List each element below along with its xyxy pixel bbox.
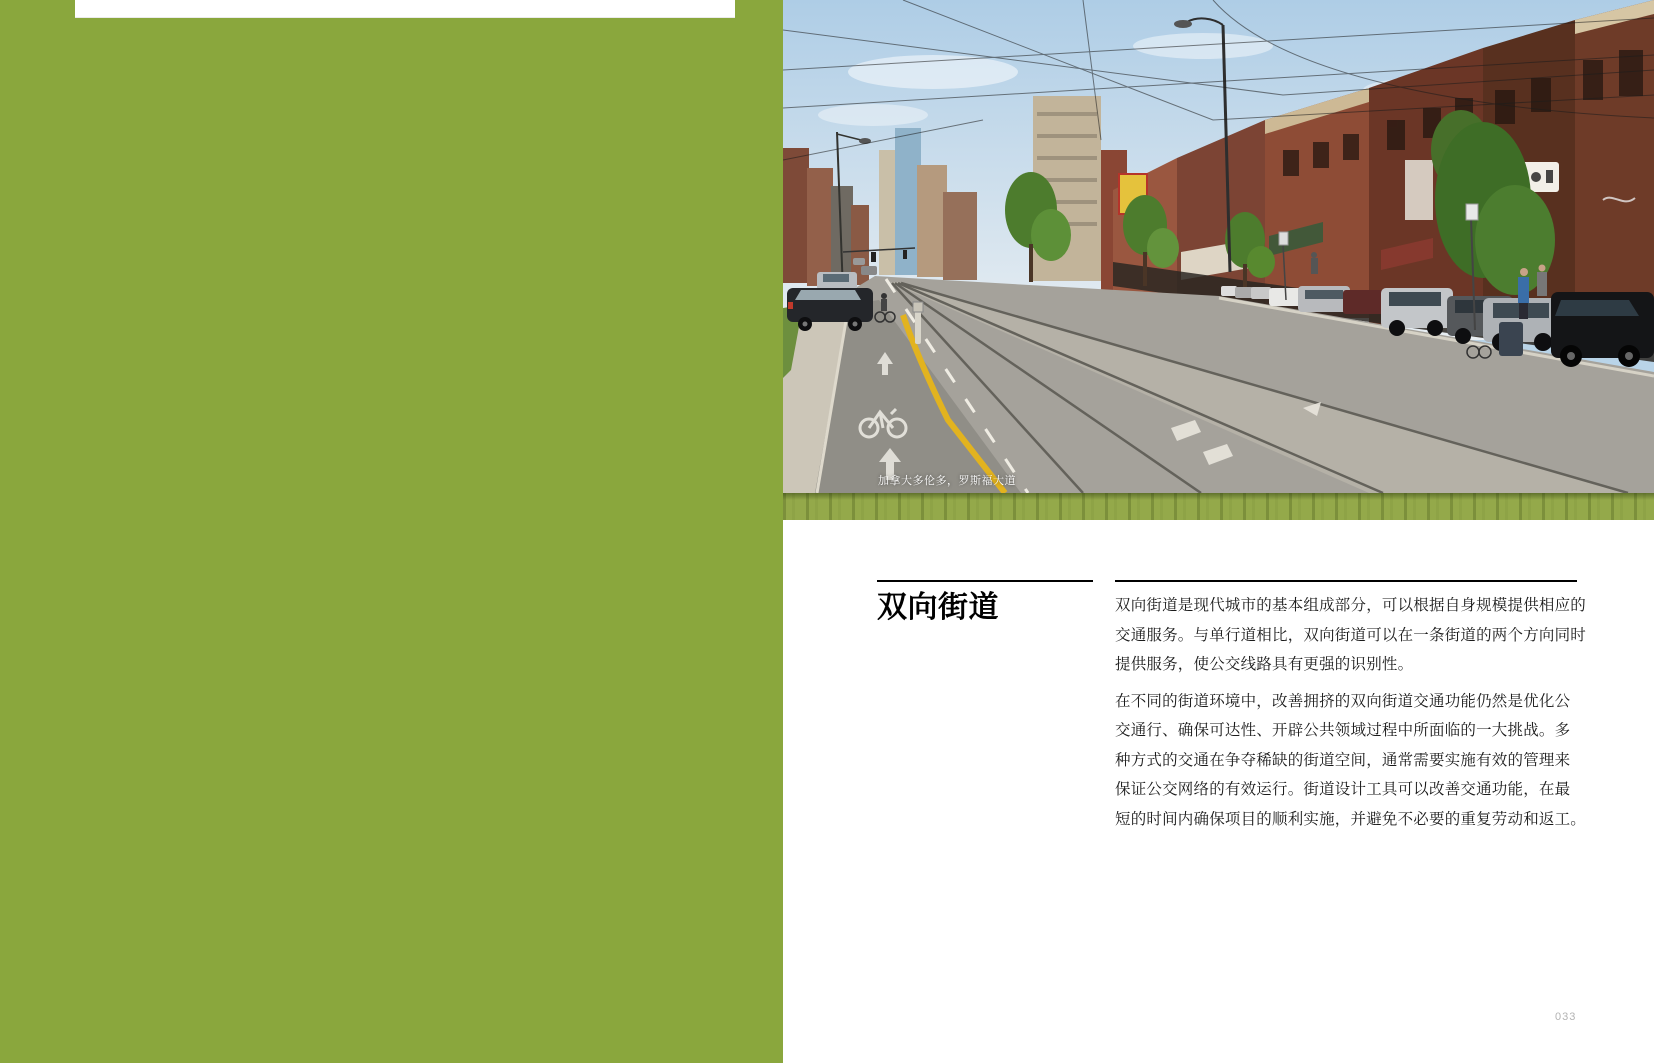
article-text-block <box>1115 580 1587 841</box>
text-line: 提供服务，使公交线路具有更强的识别性。 <box>1115 656 1414 673</box>
photo-divider-band <box>783 493 1654 520</box>
text-line: 在不同的街道环境中，改善拥挤的双向街道交通功能仍然是优化公 <box>1115 692 1571 710</box>
left-page <box>0 0 783 1063</box>
right-page <box>783 0 1654 1063</box>
article-title-block <box>877 580 1093 626</box>
text-line: 双向街道是现代城市的基本组成部分，可以根据自身规模提供相应的 <box>1115 597 1587 614</box>
page-number: 033 <box>1555 1011 1577 1023</box>
bay-window <box>1405 160 1433 220</box>
street-photo <box>783 0 1654 493</box>
text-line: 交通服务。与单行道相比，双向街道可以在一条街道的两个方向同时 <box>1115 626 1587 644</box>
paragraph <box>1115 591 1587 680</box>
text-rule <box>1115 580 1577 582</box>
text-line: 交通行、确保可达性、开辟公共领域过程中所面临的一大挑战。多 <box>1115 722 1571 739</box>
article <box>783 520 1654 1063</box>
text-line: 种方式的交通在争夺稀缺的街道空间，通常需要实施有效的管理来 <box>1115 751 1571 769</box>
paragraph <box>1115 687 1587 835</box>
photo-caption: 加拿大多伦多，罗斯福大道 <box>878 475 1016 487</box>
title-rule <box>877 580 1093 582</box>
page-title: 双向街道 <box>877 591 999 624</box>
street-photo-illustration <box>783 0 1654 493</box>
header-bar <box>75 0 735 18</box>
text-line: 短的时间内确保项目的顺利实施，并避免不必要的重复劳动和返工。 <box>1115 810 1587 828</box>
text-line: 保证公交网络的有效运行。街道设计工具可以改善交通功能，在最 <box>1115 781 1571 798</box>
